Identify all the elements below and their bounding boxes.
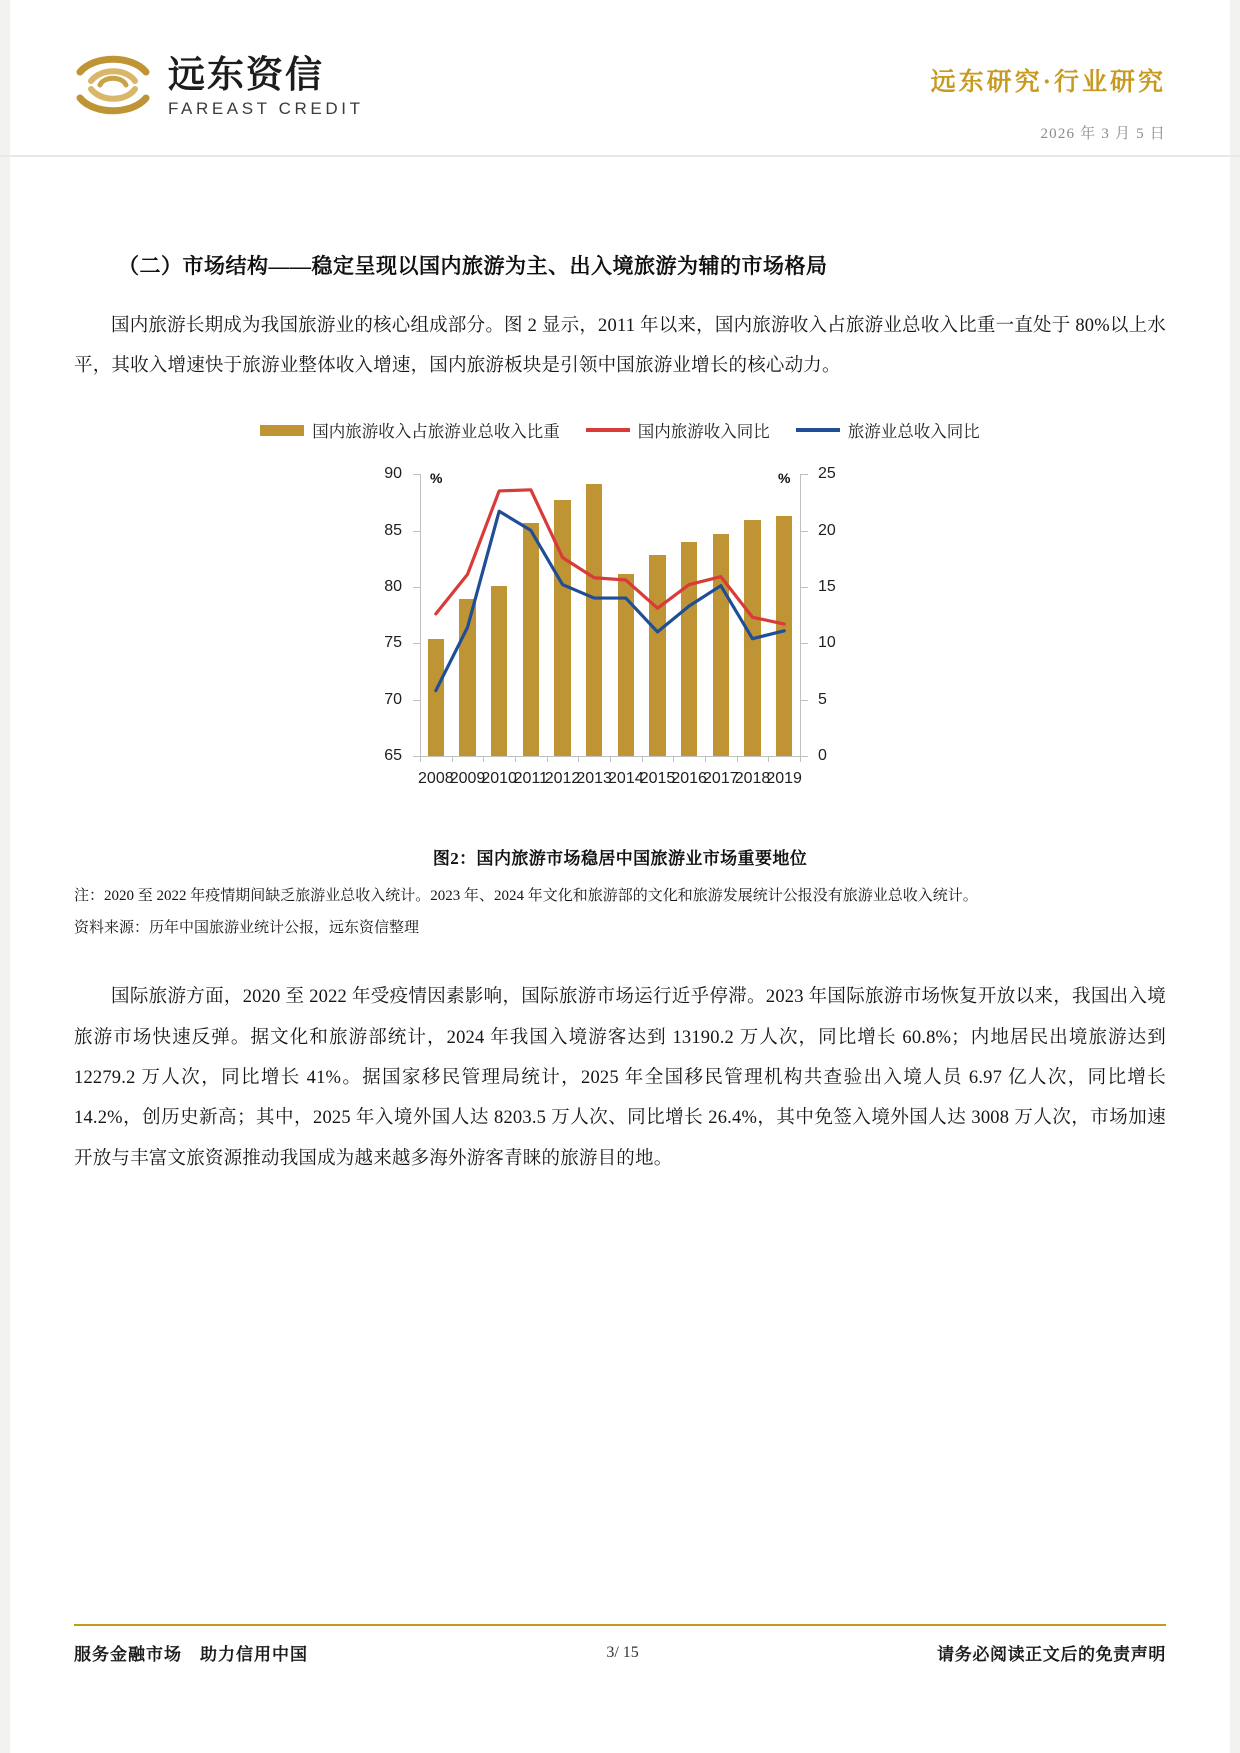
chart-bar: [681, 542, 697, 756]
y-axis-left-tick: [413, 756, 420, 757]
x-axis-tick: [768, 756, 769, 762]
y-axis-right-unit: %: [778, 470, 791, 487]
y-axis-left-tick: [413, 643, 420, 644]
x-axis-tick: [483, 756, 484, 762]
figure-caption: 图2：国内旅游市场稳居中国旅游业市场重要地位: [432, 849, 808, 869]
chart-bar: [744, 520, 760, 756]
company-logo: [74, 48, 364, 122]
legend-swatch-line-blue-icon: [796, 428, 840, 432]
chart-bar: [618, 574, 634, 757]
legend-item-bar-share: [260, 418, 560, 442]
x-axis-category-label: 2015: [639, 770, 676, 788]
chart-bar: [776, 516, 792, 756]
x-axis-tick: [452, 756, 453, 762]
x-axis-tick: [515, 756, 516, 762]
footer-disclaimer: 请务必阅读正文后的免责声明: [937, 1645, 1166, 1664]
chart-plot-area: [120, 464, 1120, 794]
chart-bar: [491, 586, 507, 756]
chart-bar: [649, 555, 665, 756]
y-axis-left-tick-label: 85: [384, 521, 402, 539]
legend-label-bar-share: 国内旅游收入占旅游业总收入比重: [312, 423, 560, 442]
figure-note: 注：2020 至 2022 年疫情期间缺乏旅游业总收入统计。2023 年、2024 年文化和旅游部的文化和旅游发展统计公报没有旅游业总收入统计。: [74, 888, 978, 905]
y-axis-right-tick: [801, 756, 808, 757]
y-axis-left-tick-label: 65: [384, 747, 402, 765]
paragraph-2: 国际旅游方面，2020 至 2022 年受疫情因素影响，国际旅游市场运行近乎停滞。2023 年国际旅游市场恢复开放以来，我国出入境旅游市场快速反弹。据文化和旅游部统计，2024 年我国入境游客达到 13190.2 万人次，同比增长 60.8%；内地居民出境旅游达到 12279.2 万人次，同比增长 41%。据国家移民管理局统计，2025 年全国移民管理机构共查验出入境人员 6.97 亿人次，同比增长 14.2%，创历史新高；其中，2025 年入境外国人达 8203.5 万人次、同比增长 26.4%，其中免签入境外国人达 3008 万人次，市场加速开放与丰富文旅资源推动我国成为越来越多海外游客青睐的旅游目的地。: [74, 987, 1166, 1169]
y-axis-left-tick-label: 90: [384, 465, 402, 483]
y-axis-right-tick: [801, 643, 808, 644]
legend-label-total-yoy: 旅游业总收入同比: [847, 423, 980, 442]
footer-slogan: 服务金融市场 助力信用中国: [74, 1645, 308, 1664]
logo-company-name-en: FAREAST CREDIT: [168, 99, 364, 119]
x-axis-tick: [737, 756, 738, 762]
x-axis-category-label: 2009: [449, 770, 486, 788]
x-axis-tick: [420, 756, 421, 762]
x-axis-category-label: 2016: [671, 770, 707, 788]
chart-bar: [523, 523, 539, 756]
x-axis-category-label: 2019: [766, 770, 802, 788]
header-right-block: [931, 62, 1166, 143]
paragraph-1: 国内旅游长期成为我国旅游业的核心组成部分。图 2 显示，2011 年以来，国内旅游收入占旅游业总收入比重一直处于 80%以上水平，其收入增速快于旅游业整体收入增速，国内旅游板块是引领中国旅游业增长的核心动力。: [74, 315, 1166, 376]
y-axis-left-tick: [413, 700, 420, 701]
y-axis-right-tick-label: 5: [818, 690, 827, 708]
x-axis-category-label: 2013: [576, 770, 612, 788]
y-axis-left-tick: [413, 587, 420, 588]
y-axis-right-tick-label: 10: [818, 634, 836, 652]
x-axis-category-label: 2014: [608, 770, 644, 788]
page-edge-left: [0, 0, 10, 1753]
footer-divider: [74, 1624, 1166, 1626]
x-axis-category-label: 2018: [734, 770, 771, 788]
fareast-credit-logo-icon: [74, 48, 152, 122]
legend-swatch-line-red-icon: [586, 428, 630, 432]
y-axis-left-tick-label: 80: [384, 578, 402, 596]
y-axis-right-tick-label: 20: [818, 521, 836, 539]
x-axis-tick: [578, 756, 579, 762]
x-axis-category-label: 2008: [418, 770, 454, 788]
legend-label-domestic-yoy: 国内旅游收入同比: [637, 423, 770, 442]
x-axis-tick: [705, 756, 706, 762]
legend-swatch-bar-icon: [260, 425, 304, 436]
y-axis-left-tick: [413, 474, 420, 475]
y-axis-right-tick-label: 15: [818, 578, 836, 596]
y-axis-right-tick: [801, 531, 808, 532]
x-axis-tick: [547, 756, 548, 762]
x-axis-category-label: 2011: [513, 770, 549, 788]
figure-source: 资料来源：历年中国旅游业统计公报，远东资信整理: [74, 920, 420, 937]
y-axis-right-tick: [801, 474, 808, 475]
header-date: 2026 年 3 月 5 日: [1040, 126, 1166, 142]
page-footer: [74, 1624, 1166, 1665]
chart-bar: [459, 599, 475, 756]
y-axis-right-tick-label: 25: [818, 465, 836, 483]
chart-line-total-yoy: [436, 511, 784, 690]
figure-2: [74, 410, 1166, 943]
x-axis-category-label: 2012: [544, 770, 581, 788]
chart-line-domestic-yoy: [436, 490, 784, 624]
y-axis-left-tick-label: 75: [384, 634, 402, 652]
page-edge-right: [1230, 0, 1240, 1753]
x-axis-tick: [610, 756, 611, 762]
y-axis-left-tick: [413, 531, 420, 532]
y-axis-right-tick: [801, 587, 808, 588]
page-header: [0, 0, 1240, 160]
page-content: [74, 250, 1166, 1179]
x-axis-category-label: 2017: [703, 770, 739, 788]
y-axis-right-tick-label: 0: [818, 747, 827, 765]
chart-container: [120, 410, 1120, 830]
x-axis-tick: [673, 756, 674, 762]
legend-item-line-total-yoy: [796, 418, 980, 442]
chart-legend: [120, 410, 1120, 450]
header-divider: [0, 155, 1240, 157]
chart-bar: [554, 500, 570, 756]
y-axis-right-tick: [801, 700, 808, 701]
chart-bar: [428, 639, 444, 756]
x-axis-category-label: 2010: [481, 770, 517, 788]
header-title: 远东研究·行业研究: [930, 69, 1166, 96]
logo-company-name-cn: 远东资信: [168, 53, 324, 95]
legend-item-line-domestic-yoy: [586, 418, 770, 442]
page-number: 3/ 15: [606, 1643, 639, 1661]
section-heading: （二）市场结构——稳定呈现以国内旅游为主、出入境旅游为辅的市场格局: [118, 254, 828, 278]
chart-bar: [713, 534, 729, 756]
y-axis-left-unit: %: [430, 470, 443, 487]
y-axis-right: [800, 474, 801, 756]
y-axis-left: [420, 474, 421, 756]
x-axis-tick: [800, 756, 801, 762]
y-axis-left-tick-label: 70: [384, 690, 402, 708]
chart-bar: [586, 484, 602, 756]
x-axis-tick: [642, 756, 643, 762]
